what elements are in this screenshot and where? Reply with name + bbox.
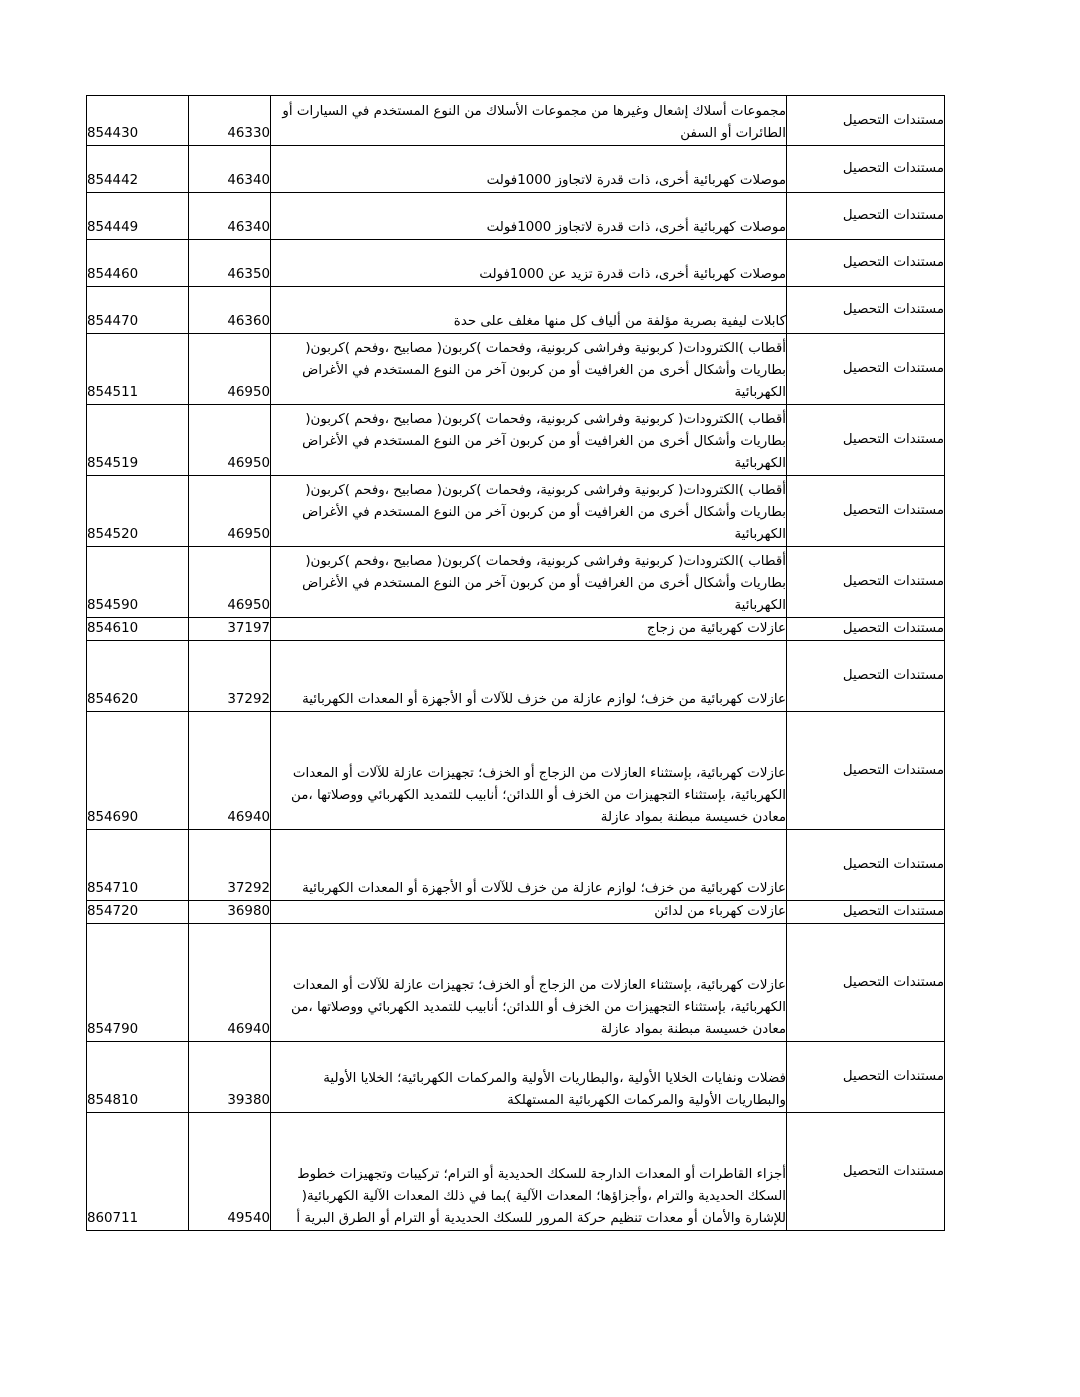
table-row — [87, 901, 945, 924]
description-text: أقطاب )الكترودات( كربونية وفراشى كربونية، وفحمات )كربون( مصابيح ،وفحم )كربون( بطاريات وأشكال أخرى من الغرافيت أو من كربون آخر من النوع المستخدم في الأغراض الكهربائية — [302, 412, 786, 471]
code-cell: 46950 — [189, 547, 271, 618]
table-row — [87, 334, 945, 405]
document-cell: مستندات التحصيل — [787, 1042, 945, 1113]
description-cell — [271, 924, 787, 1042]
description-text: موصلات كهربائية أخرى، ذات قدرة لاتجاوز 1000فولت — [486, 173, 786, 188]
description-text: عازلات كهربائية، بإستثناء العازلات من الزجاج أو الخزف؛ تجهيزات عازلة للآلات أو المعدات الكهربائية، بإستثناء التجهيزات من الخزف أو اللدائن؛ أنابيب للتمديد الكهربائي ووصلاتها ،من معادن خسيسة مبطنة بمواد عازلة — [291, 766, 786, 825]
hs-code-cell: 854442 — [87, 146, 189, 193]
table-row — [87, 712, 945, 830]
table-row — [87, 1113, 945, 1231]
code-cell: 46940 — [189, 924, 271, 1042]
hs-code-cell: 854720 — [87, 901, 189, 924]
table-row — [87, 287, 945, 334]
description-cell — [271, 1042, 787, 1113]
code-cell: 46340 — [189, 193, 271, 240]
description-text: موصلات كهربائية أخرى، ذات قدرة لاتجاوز 1000فولت — [486, 220, 786, 235]
code-cell: 46950 — [189, 334, 271, 405]
document-cell: مستندات التحصيل — [787, 547, 945, 618]
table-row — [87, 1042, 945, 1113]
code-cell: 46950 — [189, 405, 271, 476]
document-cell: مستندات التحصيل — [787, 830, 945, 901]
code-cell: 46350 — [189, 240, 271, 287]
description-text: أقطاب )الكترودات( كربونية وفراشى كربونية، وفحمات )كربون( مصابيح ،وفحم )كربون( بطاريات وأشكال أخرى من الغرافيت أو من كربون آخر من النوع المستخدم في الأغراض الكهربائية — [302, 554, 786, 613]
description-cell — [271, 712, 787, 830]
table-row — [87, 476, 945, 547]
description-cell — [271, 1113, 787, 1231]
table-row — [87, 547, 945, 618]
document-cell: مستندات التحصيل — [787, 924, 945, 1042]
code-cell: 39380 — [189, 1042, 271, 1113]
code-cell: 37197 — [189, 618, 271, 641]
description-cell — [271, 193, 787, 240]
hs-code-cell: 860711 — [87, 1113, 189, 1231]
description-text: عازلات كهربائية من زجاج — [646, 621, 786, 636]
hs-code-cell: 854810 — [87, 1042, 189, 1113]
description-text: مجموعات أسلاك إشعال وغيرها من مجموعات الأسلاك من النوع المستخدم في السيارات أو الطائرات أو السفن — [282, 104, 786, 141]
table-row — [87, 96, 945, 146]
document-cell: مستندات التحصيل — [787, 476, 945, 547]
description-cell — [271, 830, 787, 901]
document-cell: مستندات التحصيل — [787, 240, 945, 287]
document-cell: مستندات التحصيل — [787, 146, 945, 193]
code-cell: 46340 — [189, 146, 271, 193]
code-cell: 36980 — [189, 901, 271, 924]
description-text: أقطاب )الكترودات( كربونية وفراشى كربونية، وفحمات )كربون( مصابيح ،وفحم )كربون( بطاريات وأشكال أخرى من الغرافيت أو من كربون آخر من النوع المستخدم في الأغراض الكهربائية — [302, 483, 786, 542]
hs-code-cell: 854710 — [87, 830, 189, 901]
document-cell: مستندات التحصيل — [787, 712, 945, 830]
document-cell: مستندات التحصيل — [787, 641, 945, 712]
hs-code-cell: 854519 — [87, 405, 189, 476]
code-cell: 46330 — [189, 96, 271, 146]
document-cell: مستندات التحصيل — [787, 1113, 945, 1231]
description-text: كابلات ليفية بصرية مؤلفة من ألياف كل منها مغلف على حدة — [453, 314, 786, 329]
hs-code-cell: 854511 — [87, 334, 189, 405]
description-cell — [271, 96, 787, 146]
hs-code-cell: 854690 — [87, 712, 189, 830]
description-cell — [271, 146, 787, 193]
table-row — [87, 641, 945, 712]
table-row — [87, 924, 945, 1042]
description-cell — [271, 901, 787, 924]
hs-code-cell: 854430 — [87, 96, 189, 146]
code-cell: 46940 — [189, 712, 271, 830]
description-cell — [271, 287, 787, 334]
table-row — [87, 240, 945, 287]
code-cell: 37292 — [189, 830, 271, 901]
hs-code-cell: 854620 — [87, 641, 189, 712]
code-cell: 49540 — [189, 1113, 271, 1231]
table-row — [87, 146, 945, 193]
document-cell: مستندات التحصيل — [787, 334, 945, 405]
document-cell: مستندات التحصيل — [787, 901, 945, 924]
description-cell — [271, 641, 787, 712]
description-cell — [271, 547, 787, 618]
table-row — [87, 830, 945, 901]
table-row — [87, 193, 945, 240]
description-text: عازلات كهربائية من خزف؛ لوازم عازلة من خزف للآلات أو الأجهزة أو المعدات الكهربائية — [302, 881, 786, 896]
document-cell: مستندات التحصيل — [787, 193, 945, 240]
hs-code-cell: 854449 — [87, 193, 189, 240]
document-cell: مستندات التحصيل — [787, 618, 945, 641]
hs-code-cell: 854460 — [87, 240, 189, 287]
code-cell: 46950 — [189, 476, 271, 547]
code-cell: 37292 — [189, 641, 271, 712]
description-cell — [271, 476, 787, 547]
description-text: عازلات كهربائية، بإستثناء العازلات من الزجاج أو الخزف؛ تجهيزات عازلة للآلات أو المعدات الكهربائية، بإستثناء التجهيزات من الخزف أو اللدائن؛ أنابيب للتمديد الكهربائي ووصلاتها ،من معادن خسيسة مبطنة بمواد عازلة — [291, 978, 786, 1037]
hs-code-cell: 854790 — [87, 924, 189, 1042]
hs-code-cell: 854520 — [87, 476, 189, 547]
description-cell — [271, 405, 787, 476]
description-text: فضلات ونفايات الخلايا الأولية ،والبطاريات الأولية والمركمات الكهربائية؛ الخلايا الأولية والبطاريات الأولية والمركمات الكهربائية المستهلكة — [323, 1071, 786, 1108]
document-cell: مستندات التحصيل — [787, 405, 945, 476]
code-cell: 46360 — [189, 287, 271, 334]
document-cell: مستندات التحصيل — [787, 287, 945, 334]
customs-table — [86, 95, 945, 1231]
hs-code-cell: 854590 — [87, 547, 189, 618]
description-text: أجزاء القاطرات أو المعدات الدارجة للسكك الحديدية أو الترام؛ تركيبات وتجهيزات خطوط السكك الحديدية والترام ،وأجزاؤها؛ المعدات الآلية )بما في ذلك المعدات الآلية الكهربائية( للإشارة والأمان أو معدات تنظيم حركة المرور للسكك الحديدية أو الترام أو الطرق البرية أ — [296, 1167, 786, 1226]
hs-code-cell: 854470 — [87, 287, 189, 334]
description-text: أقطاب )الكترودات( كربونية وفراشى كربونية، وفحمات )كربون( مصابيح ،وفحم )كربون( بطاريات وأشكال أخرى من الغرافيت أو من كربون آخر من النوع المستخدم في الأغراض الكهربائية — [302, 341, 786, 400]
table-row — [87, 618, 945, 641]
document-cell: مستندات التحصيل — [787, 96, 945, 146]
description-text: موصلات كهربائية أخرى، ذات قدرة تزيد عن 1000فولت — [479, 267, 786, 282]
description-cell — [271, 334, 787, 405]
description-cell — [271, 240, 787, 287]
table-row — [87, 405, 945, 476]
description-cell — [271, 618, 787, 641]
hs-code-cell: 854610 — [87, 618, 189, 641]
description-text: عازلات كهرباء من لدائن — [654, 904, 786, 919]
description-text: عازلات كهربائية من خزف؛ لوازم عازلة من خزف للآلات أو الأجهزة أو المعدات الكهربائية — [302, 692, 786, 707]
